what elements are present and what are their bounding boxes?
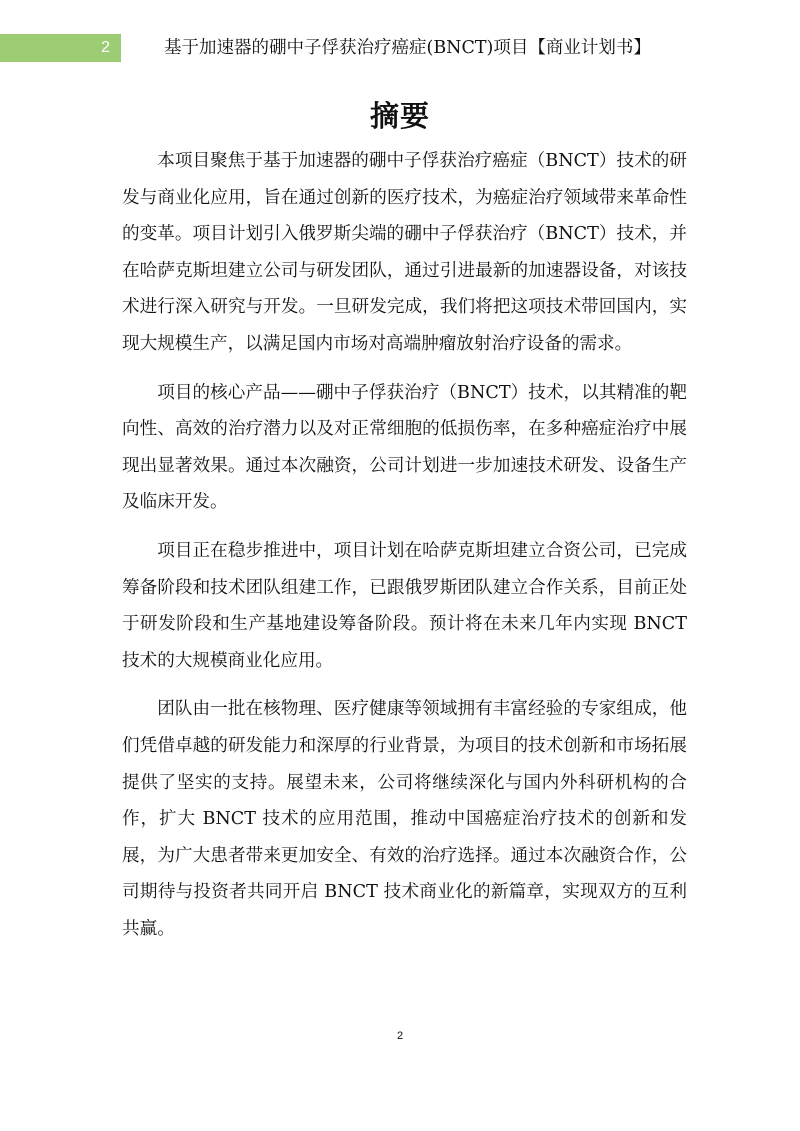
paragraph-core-product: 项目的核心产品——硼中子俘获治疗（BNCT）技术，以其精准的靶向性、高效的治疗潜力以及对正常细胞的低损伤率，在多种癌症治疗中展现出显著效果。通过本次融资，公司计划进一步加速技术研发、设备生产及临床开发。 [122,382,687,513]
paragraph-project-overview: 本项目聚焦于基于加速器的硼中子俘获治疗癌症（BNCT）技术的研发与商业化应用，旨在通过创新的医疗技术，为癌症治疗领域带来革命性的变革。项目计划引入俄罗斯尖端的硼中子俘获治疗（BNCT）技术，并在哈萨克斯坦建立公司与研发团队，通过引进最新的加速器设备，对该技术进行深入研究与开发。一旦研发完成，我们将把这项技术带回国内，实现大规模生产，以满足国内市场对高端肿瘤放射治疗设备的需求。 [122,151,687,354]
footer-page-number: 2 [396,1030,404,1042]
document-header-title: 基于加速器的硼中子俘获治疗癌症(BNCT)项目【商业计划书】 [164,38,651,58]
abstract-body [122,143,687,959]
paragraph-progress: 项目正在稳步推进中，项目计划在哈萨克斯坦建立合资公司，已完成筹备阶段和技术团队组建工作，已跟俄罗斯团队建立合作关系，目前正处于研发阶段和生产基地建设筹备阶段。预计将在未来几年内实现 BNCT 技术的大规模商业化应用。 [122,540,687,671]
page-title: 摘要 [369,99,430,133]
paragraph-team: 团队由一批在核物理、医疗健康等领域拥有丰富经验的专家组成，他们凭借卓越的研发能力和深厚的行业背景，为项目的技术创新和市场拓展提供了坚实的支持。展望未来，公司将继续深化与国内外科研机构的合作，扩大 BNCT 技术的应用范围，推动中国癌症治疗技术的创新和发展，为广大患者带来更加安全、有效的治疗选择。通过本次融资合作，公司期待与投资者共同开启 BNCT 技术商业化的新篇章，实现双方的互利共赢。 [122,699,687,939]
page-number-badge: 2 [0,34,121,62]
